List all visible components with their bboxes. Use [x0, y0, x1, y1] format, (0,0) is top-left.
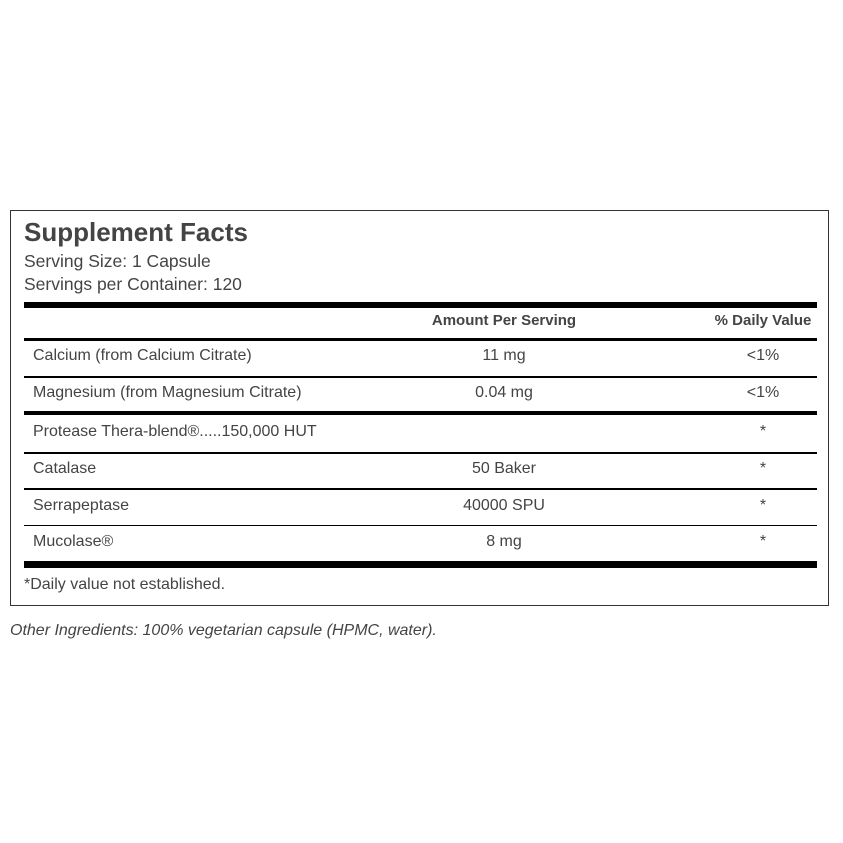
nutrient-amount: 11 mg [482, 347, 526, 364]
footnote: *Daily value not established. [24, 576, 226, 593]
nutrient-dv: * [759, 460, 767, 477]
panel-title: Supplement Facts [24, 217, 248, 247]
divider [24, 452, 817, 454]
nutrient-name: Calcium (from Calcium Citrate) [33, 347, 252, 364]
divider-thick [24, 411, 817, 415]
other-ingredients: Other Ingredients: 100% vegetarian capsule (HPMC, water). [10, 622, 437, 639]
supplement-facts-panel [10, 210, 829, 606]
nutrient-name: Magnesium (from Magnesium Citrate) [33, 384, 302, 401]
divider [24, 376, 817, 378]
nutrient-dv: <1% [746, 347, 780, 364]
divider [24, 338, 817, 341]
nutrient-dv: * [759, 497, 767, 514]
divider [24, 488, 817, 490]
nutrient-name: Protease Thera-blend®.....150,000 HUT [33, 423, 317, 440]
servings-per-container: Servings per Container: 120 [24, 274, 242, 294]
nutrient-dv: * [759, 423, 767, 440]
nutrient-amount: 8 mg [486, 533, 522, 550]
nutrient-amount: 50 Baker [471, 460, 537, 477]
nutrient-name: Catalase [33, 460, 97, 477]
divider-thick [24, 561, 817, 568]
nutrient-dv: * [759, 533, 767, 550]
nutrient-amount: 40000 SPU [463, 497, 545, 514]
divider-thick [24, 302, 817, 308]
divider [24, 525, 817, 526]
nutrient-amount: 0.04 mg [475, 384, 533, 401]
nutrient-name: Mucolase® [33, 533, 114, 550]
nutrient-name: Serrapeptase [33, 497, 130, 514]
nutrient-dv: <1% [746, 384, 780, 401]
header-daily-value: % Daily Value [714, 312, 812, 329]
serving-size: Serving Size: 1 Capsule [24, 251, 211, 271]
header-amount: Amount Per Serving [431, 312, 577, 329]
